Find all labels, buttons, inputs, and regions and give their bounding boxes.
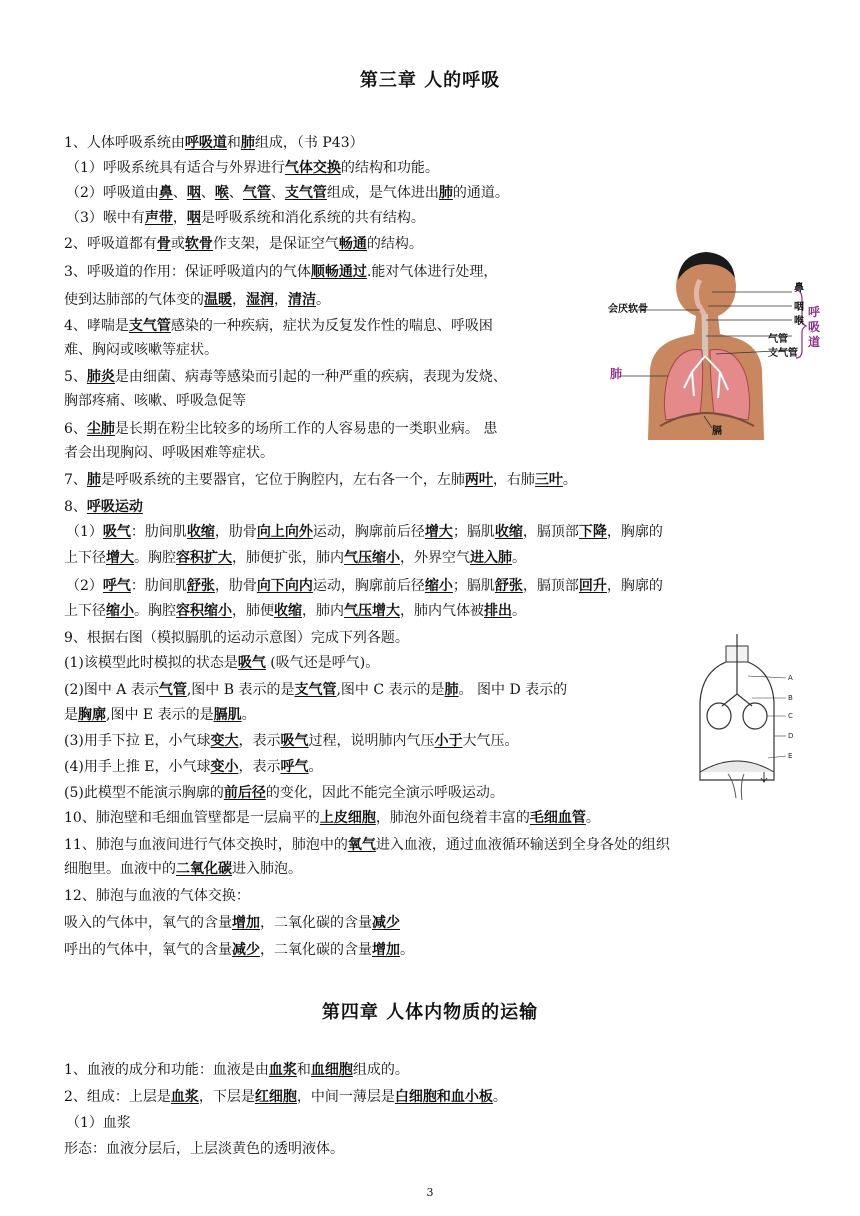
label-d: D [788,732,794,740]
text-run: 和 [226,135,241,151]
key-term: 气体交换 [284,160,341,176]
key-term: 舒张 [494,578,523,594]
chapter3-line [64,419,497,439]
text-run: 的通道。 [452,185,509,201]
key-term: 胸廓 [78,707,106,723]
key-term: 畅通 [338,236,367,252]
text-run: 12、肺泡与血液的气体交换： [64,888,250,904]
text-run: 10、肺泡壁和毛细血管壁都是一层扁平的 [64,810,320,826]
text-run: (3)用手下拉 E，小气球 [64,733,211,749]
chapter3-line [64,262,497,282]
chapter3-line [64,290,330,310]
key-term: 肺 [86,472,101,488]
key-term: 肺 [444,682,459,698]
chapter4-line [64,1060,409,1080]
key-term: 声带 [144,210,173,226]
text-run: ， [274,292,288,308]
text-run: 使到达肺部的气体变的 [64,292,204,308]
text-run: 运动，胸廓前后径 [312,578,425,594]
chapter3-line [64,653,379,673]
text-run: ,图中 C 表示的是 [336,682,445,698]
text-run: ，肺内 [302,603,344,619]
key-term: 骨 [156,236,171,252]
key-term: 顺畅通过 [310,264,367,280]
key-term: 呼气 [102,578,131,594]
chapter4-title: 第四章 人体内物质的运输 [321,1002,539,1023]
text-run: 、 [270,185,285,201]
key-term: 收缩 [494,524,523,540]
text-run: （3）喉中有 [66,210,145,226]
text-run: 7、 [64,472,87,488]
respiratory-system-figure [608,250,823,444]
label-airway: 呼吸道 [808,305,821,349]
key-term: 收缩 [274,603,302,619]
text-run: ，肋骨 [214,524,257,540]
text-run: 或 [170,236,185,252]
chapter3-line [66,183,509,203]
hand-shape [728,774,744,800]
key-term: 减少 [372,915,400,931]
label-bronchus: 支气管 [768,348,798,359]
chapter3-line [64,497,143,517]
chapter3-line [66,208,425,228]
chapter3-line [64,913,400,933]
chapter4-line [64,1139,344,1159]
chapter4-line [64,1087,507,1107]
chapter3-line [64,470,577,490]
text-run: （1） [66,524,103,540]
key-term: 咽 [186,185,201,201]
key-term: 上皮细胞 [319,810,376,826]
key-term: 增加 [372,942,400,958]
page-number: 3 [426,1186,434,1199]
key-term: 气压增大 [344,603,400,619]
chapter3-line [64,367,507,387]
key-term: 血浆 [268,1062,297,1078]
key-term: 两叶 [464,472,493,488]
chapter4-line [66,1113,131,1133]
text-run: 。 [562,472,577,488]
chapter3-line [64,940,414,960]
label-epiglottis: 会厌软骨 [608,304,648,315]
text-run: 感染的一种疾病，症状为反复发作性的喘息、呼吸困 [170,318,493,334]
chapter3-line [64,859,302,879]
label-lung: 肺 [610,367,623,381]
text-run: 是 [64,707,78,723]
text-run: 的变化，因此不能完全演示呼吸运动。 [265,785,504,801]
text-run: (4)用手上推 E，小气球 [64,759,211,775]
text-run: 。 [512,603,526,619]
chapter3-line [64,234,423,254]
key-term: 温暖 [204,292,232,308]
key-term: 气压缩小 [344,550,400,566]
key-term: 鼻 [158,185,173,201]
text-run: 是由细菌、病毒等感染而引起的一种严重的疾病，表现为发烧、 [114,369,507,385]
text-run: （1）呼吸系统具有适合与外界进行 [66,160,285,176]
key-term: 吸气 [102,524,131,540]
text-run: ，二氧化碳的含量 [260,915,372,931]
chapter3-line [64,731,519,751]
key-term: 氧气 [347,837,376,853]
text-run: 9、根据右图（模拟膈肌的运动示意图）完成下列各题。 [64,630,409,646]
text-run: ,图中 E 表示的是 [106,707,214,723]
key-term: 血细胞 [310,1062,353,1078]
key-term: 毛细血管 [529,810,586,826]
text-run: (吸气还是呼气)。 [265,655,380,671]
key-term: 舒张 [186,578,215,594]
text-run: 形态：血液分层后，上层淡黄色的透明液体。 [64,1141,344,1157]
text-run: 是呼吸系统的主要器官，它位于胸腔内，左右各一个，左肺 [100,472,465,488]
chapter3-line [66,522,663,542]
text-run: (1)该模型此时模拟的状态是 [64,655,238,671]
text-run: 。 [512,550,526,566]
text-run: 。 [585,810,600,826]
key-term: 减少 [232,942,260,958]
label-b: B [788,694,793,702]
text-run: 2、呼吸道都有 [64,236,157,252]
key-term: 呼吸运动 [86,499,143,515]
text-run: ，表示 [238,759,281,775]
text-run: ， [232,292,246,308]
text-run: 1、血液的成分和功能：血液是由 [64,1062,269,1078]
key-term: 缩小 [424,578,453,594]
text-run: 1、人体呼吸系统由 [64,135,185,151]
text-run: 2、组成：上层是 [64,1089,171,1105]
text-run: 4、哮喘是 [64,318,129,334]
key-term: 吸气 [280,733,309,749]
text-run: ，胸廓的 [606,524,663,540]
text-run: 。胸腔 [134,603,176,619]
text-run: ：肋间肌 [130,578,187,594]
key-term: 变小 [210,759,239,775]
key-term: 软骨 [184,236,213,252]
chapter3-line [64,548,526,568]
key-term: 收缩 [186,524,215,540]
text-run: 8、 [64,499,87,515]
text-run: 组成，是气体进出 [326,185,439,201]
key-term: 增大 [424,524,453,540]
text-run: ，肺便扩张，肺内 [232,550,344,566]
chapter3-line [64,391,246,411]
text-run: 、 [200,185,215,201]
rubber-membrane [700,761,774,772]
text-run: 。 [241,707,256,723]
key-term: 气管 [158,682,187,698]
key-term: 气管 [242,185,271,201]
text-run: （2） [66,578,103,594]
text-run: 11、肺泡与血液间进行气体交换时，肺泡中的 [64,837,348,853]
key-term: 血浆 [170,1089,199,1105]
key-term: 红细胞 [254,1089,297,1105]
text-run: ， [172,210,187,226]
key-term: 支气管 [128,318,171,334]
label-diaphragm: 膈 [712,426,722,437]
key-term: 增大 [106,550,134,566]
text-run: 。 [316,292,330,308]
text-run: ，膈顶部 [522,578,579,594]
text-run: （1）血浆 [66,1115,131,1131]
key-term: 湿润 [246,292,274,308]
text-run: 。 图中 D 表示的 [458,682,568,698]
key-term: 白细胞和血小板 [394,1089,493,1105]
key-term: 尘肺 [86,421,115,437]
text-run: ，膈顶部 [522,524,579,540]
chapter3-line [64,443,274,463]
text-run: 吸入的气体中，氧气的含量 [64,915,232,931]
text-run: 上下径 [64,603,106,619]
key-term: 呼气 [280,759,309,775]
text-run: 。 [308,759,323,775]
key-term: 二氧化碳 [176,861,232,877]
chapter3-line [64,705,256,725]
text-run: 。 [400,942,414,958]
text-run: 大气压。 [462,733,519,749]
text-run: 过程，说明肺内气压 [308,733,435,749]
chapter3-line [64,133,364,153]
key-term: 排出 [484,603,512,619]
balloon-left [707,703,731,729]
key-term: 支气管 [284,185,327,201]
text-run: 。 [492,1089,507,1105]
text-run: (2)图中 A 表示 [64,682,159,698]
key-term: 容积扩大 [176,550,232,566]
key-term: 吸气 [237,655,266,671]
key-term: 向下向内 [256,578,313,594]
text-run: 、 [228,185,243,201]
chapter3-line [64,783,504,803]
key-term: 小于 [434,733,463,749]
text-run: ,图中 B 表示的是 [186,682,295,698]
text-run: ：肋间肌 [130,524,187,540]
text-run: ；膈肌 [452,578,495,594]
chapter3-line [64,886,250,906]
text-run: 上下径 [64,550,106,566]
text-run: 组成，（书 P43） [254,135,364,151]
text-run: ，二氧化碳的含量 [260,942,372,958]
text-run: 组成的。 [352,1062,409,1078]
text-run: ，外界空气 [400,550,470,566]
chapter3-line [64,680,567,700]
text-run: 5、 [64,369,87,385]
text-run: 3、呼吸道的作用：保证呼吸道内的气体 [64,264,311,280]
text-run: ，肺泡外面包绕着丰富的 [375,810,530,826]
label-larynx: 喉 [794,316,804,327]
key-term: 向上向外 [256,524,313,540]
text-run: 胸部疼痛、咳嗽、呼吸急促等 [64,393,246,409]
key-term: 缩小 [106,603,134,619]
label-c: C [788,712,793,720]
text-run: ，肺内气体被 [400,603,484,619]
text-run: 进入血液，通过血液循环输送到全身各处的组织 [375,837,670,853]
key-term: 肺炎 [86,369,115,385]
key-term: 回升 [578,578,607,594]
text-run: ，胸廓的 [606,578,663,594]
chapter3-line [64,835,670,855]
chapter3-line [64,628,409,648]
key-term: 清洁 [288,292,316,308]
key-term: 肺 [438,185,453,201]
text-run: 、 [172,185,187,201]
text-run: ，肋骨 [214,578,257,594]
key-term: 变大 [210,733,239,749]
text-run: 细胞里。血液中的 [64,861,176,877]
text-run: 6、 [64,421,87,437]
text-run: .能对气体进行处理， [366,264,498,280]
chapter3-line [64,601,526,621]
label-e: E [788,752,793,760]
text-run: 的结构和功能。 [340,160,439,176]
text-run: 作支架，是保证空气 [212,236,339,252]
text-run: 是长期在粉尘比较多的场所工作的人容易患的一类职业病。 患 [114,421,498,437]
key-term: 喉 [214,185,229,201]
key-term: 容积缩小 [176,603,232,619]
text-run: 是呼吸系统和消化系统的共有结构。 [200,210,425,226]
text-run: ，表示 [238,733,281,749]
key-term: 肺 [240,135,255,151]
chapter3-line [66,576,663,596]
balloon-right [743,703,767,729]
key-term: 进入肺 [470,550,512,566]
text-run: 者会出现胸闷、呼吸困难等症状。 [64,445,274,461]
key-term: 下降 [578,524,607,540]
key-term: 增加 [232,915,260,931]
text-run: ；膈肌 [452,524,495,540]
text-run: ，下层是 [198,1089,255,1105]
text-run: ，右肺 [492,472,535,488]
chapter3-line [64,808,600,828]
text-run: 难、胸闷或咳嗽等症状。 [64,342,218,358]
text-run: 呼出的气体中，氧气的含量 [64,942,232,958]
text-run: （2）呼吸道由 [66,185,159,201]
chapter3-line [66,158,439,178]
chapter3-line [64,316,493,336]
label-nose: 鼻 [794,283,804,294]
key-term: 膈肌 [213,707,242,723]
label-trachea: 气管 [768,334,788,345]
text-run: 和 [296,1062,311,1078]
chapter3-title: 第三章 人的呼吸 [359,70,501,91]
chapter3-line [64,757,323,777]
text-run: (5)此模型不能演示胸廓的 [64,785,224,801]
label-a: A [788,674,793,682]
bell-jar-model-figure [688,632,808,806]
key-term: 前后径 [223,785,266,801]
text-run: 的结构。 [366,236,423,252]
label-pharynx: 咽 [794,302,804,313]
text-run: 。胸腔 [134,550,176,566]
chapter3-line [64,340,218,360]
text-run: ，中间一薄层是 [296,1089,395,1105]
key-term: 支气管 [294,682,337,698]
text-run: ，肺便 [232,603,274,619]
text-run: 进入肺泡。 [232,861,302,877]
key-term: 呼吸道 [184,135,227,151]
key-term: 三叶 [534,472,563,488]
key-term: 咽 [186,210,201,226]
text-run: 运动，胸廓前后径 [312,524,425,540]
